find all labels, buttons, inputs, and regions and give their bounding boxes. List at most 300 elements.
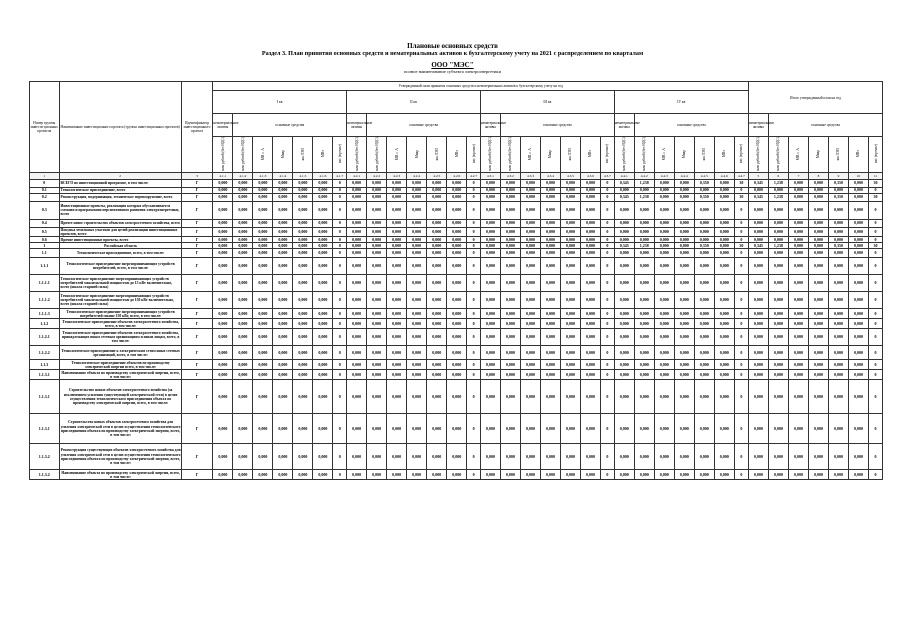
row-value [367, 360, 387, 370]
header-unit-text: Мвар [548, 149, 553, 159]
row-value-text: 0,345 [753, 180, 763, 186]
row-value [614, 360, 634, 370]
row-value-text: 0,000 [505, 187, 515, 193]
row-value [601, 319, 615, 329]
row-value [467, 249, 481, 258]
header-unit [674, 137, 694, 173]
row-value [601, 309, 615, 319]
row-project-id [181, 219, 213, 227]
row-value [233, 179, 253, 187]
row-value [634, 360, 654, 370]
row-value-text: 0 [606, 263, 609, 269]
row-number [30, 227, 60, 236]
row-value [734, 219, 748, 227]
row-value [674, 380, 694, 414]
column-number [59, 172, 181, 179]
row-value-text: 0 [606, 361, 609, 367]
row-value-text: 0,000 [699, 229, 709, 235]
row-value-text: 0,000 [392, 471, 402, 477]
row-value [808, 360, 828, 370]
row-value-text: 0,000 [372, 393, 382, 399]
row-value-text: 0,000 [352, 180, 362, 186]
header-intangible-assets-text: нематериальные активы [748, 121, 775, 129]
header-unit [447, 137, 467, 173]
row-project-name [59, 370, 181, 380]
row-value [347, 227, 367, 236]
row-value [694, 444, 714, 470]
column-number [447, 172, 467, 179]
row-value-text: 0,000 [659, 180, 669, 186]
row-value-text: 0,000 [813, 207, 823, 213]
header-unit [828, 137, 848, 173]
row-value [540, 219, 560, 227]
header-unit-text: млн рублей (без НДС) [756, 137, 761, 171]
row-value-text: 0,000 [699, 349, 709, 355]
row-value-text: 0,000 [565, 187, 575, 193]
row-value-text: 0,000 [372, 263, 382, 269]
row-value-text: 0,000 [452, 310, 462, 316]
row-value-text: 0,000 [585, 425, 595, 431]
row-value [614, 380, 634, 414]
row-value-text: 0,000 [298, 320, 308, 326]
row-value [828, 258, 848, 275]
row-value [480, 201, 500, 219]
row-value-text: 0,000 [719, 310, 729, 316]
row-value-text: 0 [472, 220, 475, 226]
row-project-name-text: Технологическое присоединение энергопринимающих устройств потребителей максимальной мощностью до 150 кВт включительно, всего (школа старшей силы) [60, 293, 175, 307]
header-unit [333, 137, 347, 173]
row-value [674, 258, 694, 275]
row-value [808, 292, 828, 309]
row-value-text: 0,000 [793, 180, 803, 186]
row-value-text: 0,000 [679, 453, 689, 459]
column-number [30, 172, 60, 179]
header-unit-text: шт. (прочие) [873, 144, 878, 164]
row-value [333, 179, 347, 187]
row-value-text: 0,000 [639, 425, 649, 431]
row-value-text: 0,000 [505, 349, 515, 355]
row-value [788, 329, 808, 346]
row-value-text: 0,000 [833, 250, 843, 256]
row-value-text: 0,000 [585, 280, 595, 286]
row-value-text: 0 [606, 425, 609, 431]
row-value-text: 0,000 [392, 280, 402, 286]
row-value-text: 0,000 [392, 393, 402, 399]
row-value-text: 0,345 [619, 194, 629, 200]
column-number [387, 172, 407, 179]
row-value [748, 179, 768, 187]
row-value-text: 0,000 [258, 236, 268, 242]
row-value [634, 380, 654, 414]
row-value [654, 360, 674, 370]
row-value [614, 346, 634, 360]
header-group-number-text: Номер группы инвести-ционных проектов [30, 120, 58, 133]
row-value [614, 309, 634, 319]
row-value-text: 30 [873, 194, 878, 200]
row-value [480, 219, 500, 227]
row-value-text: 0,000 [432, 425, 442, 431]
row-value-text: 0,000 [719, 371, 729, 377]
row-value [427, 319, 447, 329]
row-value [580, 258, 600, 275]
row-value-text: 0,000 [659, 393, 669, 399]
row-value [467, 275, 481, 292]
row-value [694, 249, 714, 258]
row-value-text: 0,000 [773, 393, 783, 399]
row-project-name [59, 275, 181, 292]
row-value [734, 346, 748, 360]
row-value-text: 0 [740, 349, 743, 355]
column-number-text: 4.4.6 [720, 173, 728, 178]
table-row [30, 193, 883, 201]
row-value-text: 0,000 [679, 297, 689, 303]
row-value [734, 360, 748, 370]
row-value-text: 0,000 [773, 263, 783, 269]
row-value [273, 249, 293, 258]
row-value [614, 329, 634, 346]
row-value-text: 0,000 [813, 220, 823, 226]
row-value-text: 0,000 [773, 187, 783, 193]
row-value-text: 0,000 [619, 280, 629, 286]
row-value [213, 193, 233, 201]
row-number-text: 0.2 [41, 194, 47, 200]
row-value-text: 0,000 [773, 207, 783, 213]
column-number-text: 4.3.1 [486, 173, 494, 178]
row-value [313, 470, 333, 480]
row-value-text: 0,000 [585, 229, 595, 235]
header-intangible-assets [614, 114, 640, 137]
investment-plan-table [29, 81, 883, 480]
row-value [233, 329, 253, 346]
row-value [293, 249, 313, 258]
row-value [407, 444, 427, 470]
header-unit-text: млн рублей (без НДС) [220, 137, 225, 171]
row-value-text: 30 [739, 242, 744, 248]
row-value-text: 0,000 [813, 250, 823, 256]
row-value-text: 0,000 [619, 297, 629, 303]
row-value [293, 444, 313, 470]
header-quarter-text: II кв [410, 100, 417, 104]
row-value-text: 0,000 [813, 280, 823, 286]
header-intangible-assets [347, 114, 373, 137]
row-value-text: 0,000 [679, 207, 689, 213]
row-value-text: 0,000 [392, 320, 402, 326]
row-value [634, 258, 654, 275]
row-value-text: 0 [606, 453, 609, 459]
row-value-text: 0 [740, 229, 743, 235]
header-unit-text: млн рублей (без НДС) [354, 137, 359, 171]
row-project-id-text: Г [195, 236, 199, 242]
row-value [407, 319, 427, 329]
row-value [480, 360, 500, 370]
row-value [480, 444, 500, 470]
row-value [407, 360, 427, 370]
table-row [30, 360, 883, 370]
row-value-text: 0 [606, 393, 609, 399]
row-value [293, 329, 313, 346]
row-value-text: 0,000 [679, 361, 689, 367]
row-value-text: 0,000 [278, 207, 288, 213]
row-value-text: 1,238 [639, 194, 649, 200]
row-value-text: 0,000 [412, 320, 422, 326]
row-value [869, 370, 883, 380]
row-value-text: 0,000 [565, 220, 575, 226]
row-project-id [181, 179, 213, 187]
row-value-text: 0 [472, 471, 475, 477]
row-value-text: 0,000 [505, 320, 515, 326]
row-value-text: 0,000 [238, 242, 248, 248]
row-project-id-text: Г [195, 425, 199, 431]
column-number-text: 4.1.7 [336, 173, 344, 178]
row-value [500, 444, 520, 470]
row-value-text: 0,000 [565, 229, 575, 235]
row-project-id-text: Г [195, 320, 199, 326]
row-value [614, 275, 634, 292]
row-project-name-text: Прочее новое строительство объектов электросетевого хозяйства, всего [60, 221, 180, 226]
row-value-text: 0,000 [525, 229, 535, 235]
row-value [520, 360, 540, 370]
row-number [30, 179, 60, 187]
row-project-name-text: Технологическое присоединение, всего [60, 188, 126, 193]
row-value-text: 0,000 [719, 425, 729, 431]
row-value [601, 370, 615, 380]
row-value-text: 0,000 [278, 187, 288, 193]
row-value [213, 258, 233, 275]
row-project-id [181, 380, 213, 414]
row-value [427, 179, 447, 187]
row-value [467, 380, 481, 414]
row-value-text: 0,000 [565, 280, 575, 286]
row-value-text: 0,000 [432, 180, 442, 186]
row-value-text: 0 [874, 229, 877, 235]
row-value-text: 0,000 [585, 393, 595, 399]
row-value-text: 0,000 [813, 236, 823, 242]
row-value-text: 0,000 [505, 471, 515, 477]
row-value [634, 227, 654, 236]
row-value-text: 0,345 [619, 242, 629, 248]
row-value [768, 249, 788, 258]
row-value-text: 0,000 [659, 207, 669, 213]
row-value [467, 193, 481, 201]
row-value [808, 201, 828, 219]
row-value-text: 0,000 [218, 297, 228, 303]
row-value [427, 258, 447, 275]
header-unit [694, 137, 714, 173]
row-value [387, 380, 407, 414]
row-value [580, 275, 600, 292]
header-unit [560, 137, 580, 173]
row-value [480, 346, 500, 360]
row-value [869, 219, 883, 227]
row-value-text: 0 [606, 471, 609, 477]
row-value-text: 0,000 [659, 334, 669, 340]
row-value-text: 0,000 [485, 220, 495, 226]
row-value-text: 0,000 [392, 180, 402, 186]
row-value-text: 0,000 [545, 471, 555, 477]
row-value-text: 0,000 [853, 229, 863, 235]
row-value [293, 258, 313, 275]
row-value [500, 258, 520, 275]
row-value [293, 179, 313, 187]
row-value [333, 380, 347, 414]
row-value-text: 0,000 [585, 207, 595, 213]
row-value-text: 0,000 [699, 250, 709, 256]
row-value-text: 0,000 [659, 425, 669, 431]
column-number-text: 4.2.2 [373, 173, 381, 178]
row-value [654, 219, 674, 227]
row-value-text: 0,000 [485, 180, 495, 186]
row-value-text: 0,000 [218, 242, 228, 248]
row-value [540, 258, 560, 275]
row-value-text: 0,000 [679, 349, 689, 355]
row-value-text: 0,000 [525, 263, 535, 269]
row-value [520, 179, 540, 187]
table-row [30, 179, 883, 187]
row-project-name [59, 380, 181, 414]
row-value [407, 193, 427, 201]
row-value-text: 0,000 [525, 393, 535, 399]
row-value [313, 292, 333, 309]
column-number [273, 172, 293, 179]
row-value-text: 0,000 [278, 297, 288, 303]
row-value [253, 249, 273, 258]
row-value-text: 0,000 [813, 310, 823, 316]
row-value-text: 0,000 [352, 320, 362, 326]
row-value-text: 0,000 [412, 349, 422, 355]
row-value-text: 0 [606, 310, 609, 316]
column-number [674, 172, 694, 179]
row-value-text: 0,000 [639, 187, 649, 193]
row-value [808, 249, 828, 258]
row-value [768, 414, 788, 444]
row-value [407, 201, 427, 219]
row-value-text: 0,000 [753, 393, 763, 399]
row-value [520, 309, 540, 319]
row-value-text: 0,000 [505, 242, 515, 248]
row-value-text: 0 [338, 180, 341, 186]
row-value [768, 219, 788, 227]
row-value-text: 0,000 [258, 361, 268, 367]
row-value-text: 0,000 [452, 297, 462, 303]
row-value-text: 0,000 [278, 194, 288, 200]
row-value [447, 292, 467, 309]
row-value [313, 329, 333, 346]
row-value-text: 0,000 [238, 453, 248, 459]
row-value [253, 346, 273, 360]
row-value [601, 249, 615, 258]
row-value [674, 219, 694, 227]
row-value-text: 0,000 [485, 194, 495, 200]
row-value-text: 0,000 [525, 471, 535, 477]
row-value [614, 258, 634, 275]
row-number-text: 1.1.1.1 [38, 280, 50, 286]
row-value-text: 0,000 [813, 393, 823, 399]
row-value-text: 0 [472, 187, 475, 193]
row-value-text: 0,000 [218, 180, 228, 186]
row-value [654, 329, 674, 346]
column-number-text: 4.4.3 [660, 173, 668, 178]
row-value-text: 0,000 [258, 393, 268, 399]
row-value-text: 0,000 [278, 349, 288, 355]
row-value-text: 0,000 [452, 180, 462, 186]
row-value-text: 0,000 [485, 471, 495, 477]
row-value-text: 0,000 [432, 310, 442, 316]
row-value-text: 0,000 [659, 361, 669, 367]
column-number [580, 172, 600, 179]
row-value-text: 0,000 [585, 297, 595, 303]
header-unit [387, 137, 407, 173]
row-value [367, 275, 387, 292]
row-value [480, 275, 500, 292]
row-value [387, 329, 407, 346]
row-value [480, 249, 500, 258]
row-value-text: 0,000 [853, 297, 863, 303]
row-value [273, 193, 293, 201]
row-value [233, 346, 253, 360]
row-value-text: 0 [874, 280, 877, 286]
row-value [447, 360, 467, 370]
row-value-text: 0,000 [853, 187, 863, 193]
row-value-text: 0,000 [853, 349, 863, 355]
row-value-text: 0,000 [813, 194, 823, 200]
row-value-text: 0,000 [258, 334, 268, 340]
table-row [30, 219, 883, 227]
row-value [580, 292, 600, 309]
row-value [614, 219, 634, 227]
row-project-name-text: Российская область [104, 243, 138, 248]
header-unit-text: МВ×А [260, 147, 265, 161]
row-value-text: 0,000 [278, 263, 288, 269]
row-value-text: 0,000 [372, 425, 382, 431]
row-value [808, 227, 828, 236]
header-fixed-assets-text: основные средства [275, 123, 305, 127]
row-value-text: 0,000 [238, 393, 248, 399]
row-value [520, 380, 540, 414]
row-value [654, 249, 674, 258]
row-value [560, 470, 580, 480]
row-value [580, 470, 600, 480]
row-value-text: 0,000 [639, 349, 649, 355]
row-value-text: 0,000 [452, 236, 462, 242]
row-value-text: 0 [338, 349, 341, 355]
row-project-name-text: Технологическое присоединение, всего, в том числе: [76, 251, 165, 256]
row-project-id [181, 319, 213, 329]
row-value-text: 0 [606, 180, 609, 186]
row-value [601, 258, 615, 275]
row-value-text: 0,000 [372, 361, 382, 367]
organization-name: ООО "МЭС" [431, 61, 474, 69]
row-number-text: 1.1 [41, 250, 47, 256]
row-project-name-text: Прочие инвестиционные проекты, всего [60, 237, 129, 242]
row-value [480, 227, 500, 236]
row-value-text: 0,000 [412, 453, 422, 459]
row-value-text: 0,000 [485, 250, 495, 256]
row-value [347, 346, 367, 360]
row-value-text: 0,000 [699, 471, 709, 477]
header-plan-year [213, 82, 749, 91]
row-value-text: 0,000 [278, 361, 288, 367]
row-value-text: 0,000 [545, 263, 555, 269]
row-value-text: 0,000 [793, 229, 803, 235]
row-value [614, 227, 634, 236]
row-value-text: 0,000 [525, 349, 535, 355]
row-value-text: 0,000 [372, 320, 382, 326]
row-value-text: 0,000 [372, 453, 382, 459]
row-value [540, 193, 560, 201]
row-value [333, 193, 347, 201]
header-unit-text: МВ×А [662, 147, 667, 161]
row-value-text: 0,000 [565, 297, 575, 303]
